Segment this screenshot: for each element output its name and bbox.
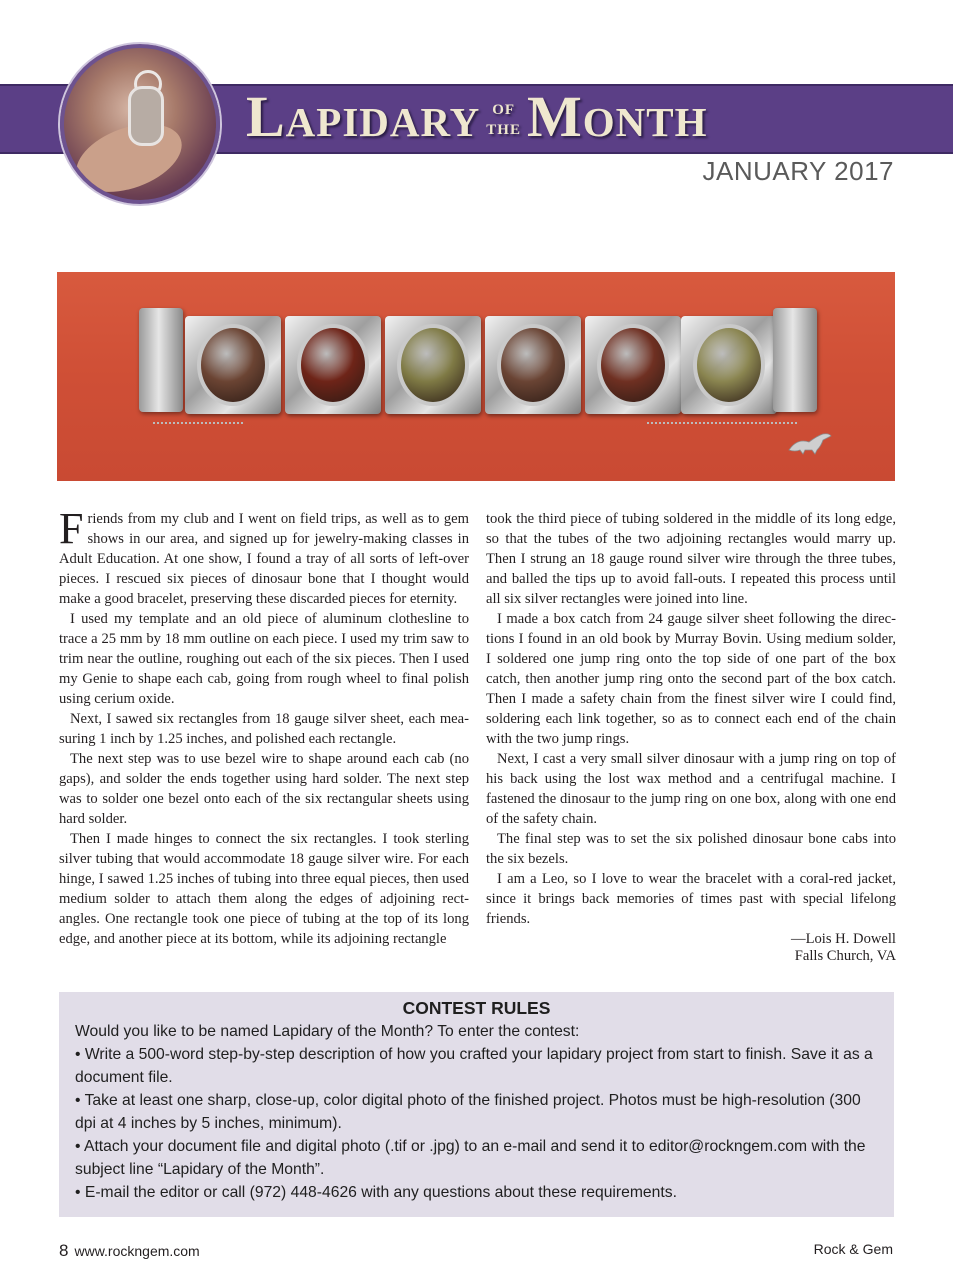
article-column-left [59,504,469,949]
contest-rules-intro: Would you like to be named Lapidary of the Month? To enter the contest: [75,1023,580,1040]
magazine-name: Rock & Gem [813,1241,893,1257]
cab-3 [397,324,469,406]
cab-6 [693,324,765,406]
bracelet-link-2 [285,316,381,414]
author-signature [486,931,896,965]
author-location: Falls Church, VA [794,948,896,964]
article-paragraph-4: The next step was to use bezel wire to shape around each cab (no gaps), and solder the ends together using hard solder. The next step was to solder one bezel onto each of the six rectangular sheets using hard solder. [59,751,469,827]
bracelet-photo [57,272,895,481]
cab-1 [197,324,269,406]
bracelet-link-4 [485,316,581,414]
article-paragraph-2: I used my template and an old piece of aluminum clothesline to trace a 25 mm by 18 mm outline on each piece. I used my trim saw to trim near the outline, roughing out each of the six pieces. Then I used my Genie to shape each cab, going from rough wheel to final polish using cerium oxide. [59,611,469,707]
issue-date: JANUARY 2017 [702,156,894,186]
article-column-right [486,509,896,965]
title-of-the [486,94,521,139]
contest-rules-box [59,992,894,1217]
safety-chain-right [647,422,797,432]
article-paragraph-9: The final step was to set the six polished dinosaur bone cabs into the six bezels. [486,831,896,867]
article-paragraph-1: Friends from my club and I went on field trips, as well as to gem shows in our area, and signed up for jewelry-making classes in Adult Education. At one show, I found a tray of all sorts of left-over pieces. I rescued six pieces of dinosaur bone that I thought would make a good bracelet, preserving these discarded pieces for eternity. [59,504,469,607]
title-word-of: of [492,94,516,120]
pendant-shape [128,86,164,146]
cab-4 [497,324,569,406]
contest-rule-item: • Attach your document file and digital photo (.tif or .jpg) to an e-mail and send it to editor@rockngem.com with the subject line “Lapidary of the Month”. [75,1138,866,1178]
contest-rule-item: • E-mail the editor or call (972) 448-4626 with any questions about these requirements. [75,1184,677,1201]
page-number: 8 [59,1241,69,1260]
cab-5 [597,324,669,406]
article-paragraph-7: I made a box catch from 24 gauge silver sheet following the direc-tions I found in an old book by Murray Bovin. Using medium solder, I soldered one jump ring onto the top side of one part of the box catch, then another jump ring onto the second part of the box catch. Then I made a safety chain from the finest silver wire I could find, soldering each link together, so as to connect each end of the chain with the two jump rings. [486,611,896,747]
safety-chain-left [153,422,243,432]
article-paragraph-10: I am a Leo, so I love to wear the bracelet with a coral-red jacket, since it brings back memories of times past with special lifelong friends. [486,871,896,927]
cab-2 [297,324,369,406]
title-word-month: Month [526,84,708,149]
bracelet-clasp-left [139,308,183,412]
bracelet-link-6 [681,316,777,414]
bracelet-link-1 [185,316,281,414]
bracelet-clasp-right [773,308,817,412]
contest-rules-title: CONTEST RULES [402,998,551,1018]
contest-rule-item: • Write a 500-word step-by-step description of how you crafted your lapidary project from start to finish. Save it as a document file. [75,1046,873,1086]
contest-rule-item: • Take at least one sharp, close-up, color digital photo of the finished project. Photos must be high-resolution (300 dpi at 4 inches by 5 inches, minimum). [75,1092,861,1132]
drop-cap: F [59,504,84,553]
title-word-the: the [486,114,521,139]
title-word-lapidary: Lapidary [246,84,481,149]
article-paragraph-6: took the third piece of tubing soldered in the middle of its long edge, so that the tubes of the two adjoining rectangles would marry up. Then I strung an 18 gauge round silver wire through the three tubes, and balled the tips up to avoid fall-outs. I repeated this process until all six silver rectangles were joined into line. [486,511,896,607]
footer-left [59,1241,200,1261]
author-name: —Lois H. Dowell [791,931,896,947]
article-paragraph-3: Next, I sawed six rectangles from 18 gauge silver sheet, each mea-suring 1 inch by 1.25 inches, and polished each rectangle. [59,711,469,747]
website-url: www.rockngem.com [74,1243,200,1259]
bracelet-link-5 [585,316,681,414]
header-medallion-photo [60,44,220,204]
bracelet-link-3 [385,316,481,414]
article-paragraph-8: Next, I cast a very small silver dinosaur with a jump ring on top of his back using the lost wax method and a centrifugal machine. I fastened the dinosaur to the jump ring on one box, along with one end of the safety chain. [486,751,896,827]
dinosaur-charm [787,432,833,456]
page-title [246,86,707,148]
article-paragraph-5: Then I made hinges to connect the six rectangles. I took sterling silver tubing that would accommodate 18 gauge silver wire. For each hinge, I sawed 1.25 inches of tubing into three equal pieces, then used medium solder to attach them along the edges of adjoining rect-angles. One rectangle took one piece of tubing at the top of its long edge, and another piece at its bottom, while its adjoining rectangle [59,831,469,947]
